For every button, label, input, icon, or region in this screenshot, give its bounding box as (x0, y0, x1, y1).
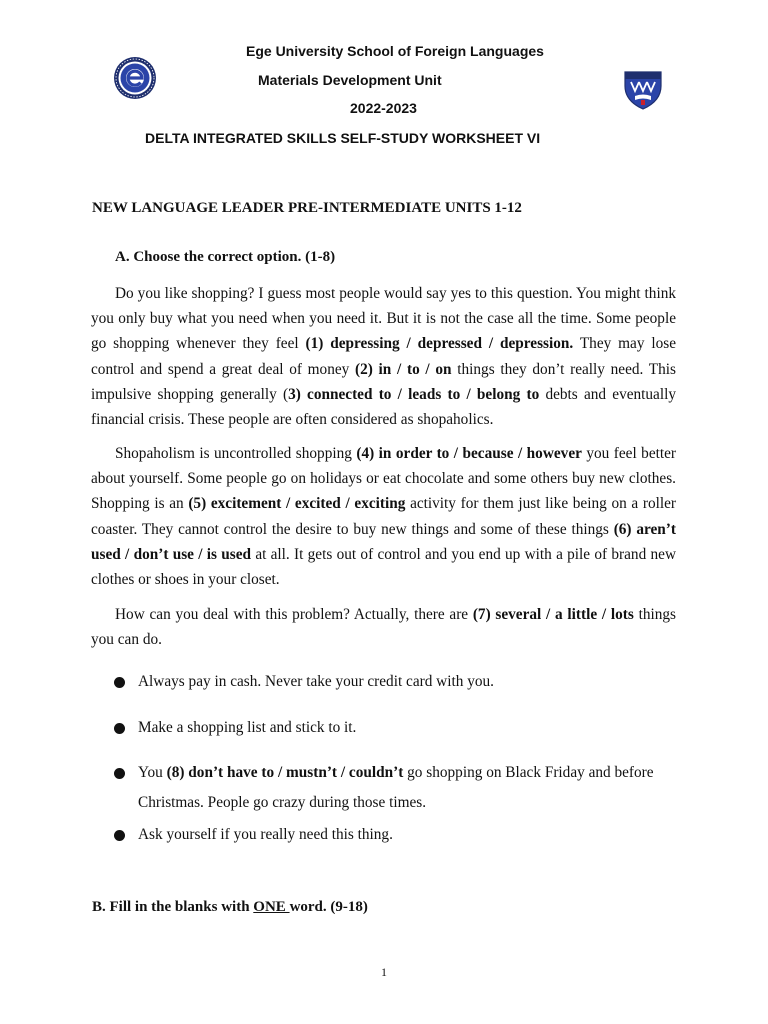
option-5: (5) excitement / excited / exciting (188, 495, 406, 513)
bullet-icon (114, 677, 125, 688)
header-worksheet-title: DELTA INTEGRATED SKILLS SELF-STUDY WORKSHEET VI (145, 130, 541, 146)
option-4: (4) in order to / because / however (356, 445, 582, 462)
paragraph-3 (91, 602, 676, 652)
tip-text: Ask yourself if you really need this thing. (138, 826, 393, 843)
p1-text: They may lose control and spend a great deal of money (91, 335, 677, 378)
tip-text-post: go shopping on Black Friday and before Christmas. People go crazy during those times. (138, 764, 654, 811)
section-a-heading: A. Choose the correct option. (1-8) (115, 249, 336, 265)
paragraph-1 (91, 281, 676, 432)
p1-text: Do you like shopping? I guess most people would say yes to this question. You might think you only buy what you need when you need it. But it is not the case all the time. Some people go shopping whenever they feel (91, 285, 676, 353)
bullet-icon (114, 768, 125, 779)
section-b-post: word. (9-18) (289, 899, 368, 915)
p2-text: at all. It gets out of control and you end up with a pile of brand new clothes or shoes in your closet. (91, 545, 676, 589)
p2-text: Shopaholism is uncontrolled shopping (115, 445, 357, 462)
option-7: (7) several / a little / lots (472, 606, 634, 623)
tip-text-pre: You (138, 764, 167, 781)
section-b-underlined: ONE (253, 899, 290, 915)
list-item (114, 820, 676, 850)
bullet-icon (114, 830, 125, 841)
tip-text: Always pay in cash. Never take your credit card with you. (138, 673, 494, 690)
option-8: (8) don’t have to / mustn’t / couldn’t (166, 764, 404, 781)
list-item (114, 758, 676, 818)
tip-text (138, 758, 676, 818)
list-item (114, 713, 676, 743)
option-1: (1) depressing / depressed / depression. (305, 335, 574, 353)
p1-text: things they don’t really need. This impulsive shopping generally ( (91, 360, 676, 403)
tip-text: Make a shopping list and stick to it. (138, 719, 357, 736)
option-2: (2) in / to / on (355, 360, 452, 378)
section-b-heading (92, 899, 368, 916)
p2-text: activity for them just like being on a roller coaster. They cannot control the desire to buy new things and some of these things (91, 495, 677, 538)
course-title: NEW LANGUAGE LEADER PRE-INTERMEDIATE UNITS 1-12 (92, 200, 522, 216)
option-6: (6) aren’t used / don’t use / is used (91, 520, 676, 563)
header-unit: Materials Development Unit (258, 72, 442, 88)
ege-university-logo (113, 56, 157, 100)
page-number: 1 (381, 965, 387, 979)
header-year: 2022-2023 (350, 100, 417, 116)
list-item (114, 667, 676, 697)
paragraph-2 (91, 441, 676, 592)
header-institution: Ege University School of Foreign Languages (246, 43, 544, 59)
school-shield-logo (622, 66, 664, 110)
option-3: 3) connected to / leads to / belong to (288, 385, 540, 403)
p2-text: you feel better about yourself. Some people go on holidays or eat chocolate and some others buy new clothes. Shopping is an (91, 445, 676, 513)
bullet-icon (114, 723, 125, 734)
p3-text: How can you deal with this problem? Actually, there are (115, 606, 473, 623)
p3-text: things you can do. (91, 606, 676, 649)
p1-text: debts and eventually financial crisis. These people are often considered as shopaholics. (91, 385, 676, 429)
section-b-pre: B. Fill in the blanks with (92, 899, 254, 915)
